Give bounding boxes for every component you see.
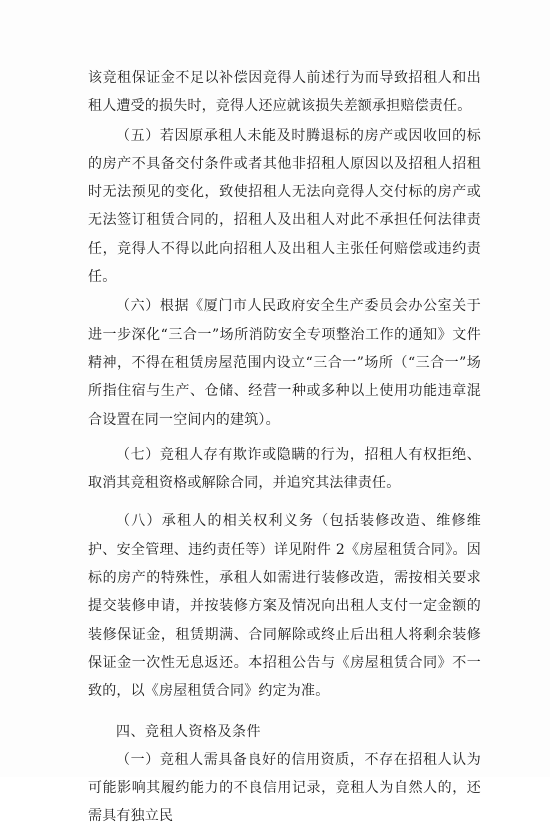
paragraph-qualification-1: （一）竞租人需具备良好的信用资质，不存在招租人认为可能影响其履约能力的不良信用记录，竞租人为自然人的，还需具有独立民 <box>88 751 481 825</box>
paragraph-clause-6: （六）根据《厦门市人民政府安全生产委员会办公室关于进一步深化“三合一”场所消防安全专项整治工作的通知》文件精神，不得在租赁房屋范围内设立“三合一”场所（“三合一”场所指住宿与生产、仓储、经营一种或多种以上使用功能违章混合设置在同一空间内的建筑）。 <box>88 298 481 428</box>
paragraph-clause-7: （七）竞租人存有欺诈或隐瞒的行为，招租人有权拒绝、取消其竞租资格或解除合同，并追究其法律责任。 <box>88 446 481 492</box>
paragraph-clause-5: （五）若因原承租人未能及时腾退标的房产或因收回的标的房产不具备交付条件或者其他非招租人原因以及招租人招租时无法预见的变化，致使招租人无法向竞得人交付标的房产或无法签订租赁合同的，招租人及出租人对此不承担任何法律责任，竞得人不得以此向招租人及出租人主张任何赔偿或违约责任。 <box>88 127 481 286</box>
paragraph-clause-8: （八）承租人的相关权利义务（包括装修改造、维修维护、安全管理、违约责任等）详见附件 2《房屋租赁合同》。因标的房产的特殊性，承租人如需进行装修改造，需按相关要求提交装修申请，并按装修方案及情况向出租人支付一定金额的装修保证金，租赁期满、合同解除或终止后出租人将剩余装修保证金一次性无息返还。本招租公告与《房屋租赁合同》不一致的，以《房屋租赁合同》约定为准。 <box>88 513 481 700</box>
paragraph-deposit-compensation: 该竞租保证金不足以补偿因竞得人前述行为而导致招租人和出租人遭受的损失时，竞得人还应就该损失差额承担赔偿责任。 <box>88 70 481 115</box>
section-heading: 四、竞租人资格及条件 <box>116 723 261 740</box>
document-body <box>88 64 481 831</box>
